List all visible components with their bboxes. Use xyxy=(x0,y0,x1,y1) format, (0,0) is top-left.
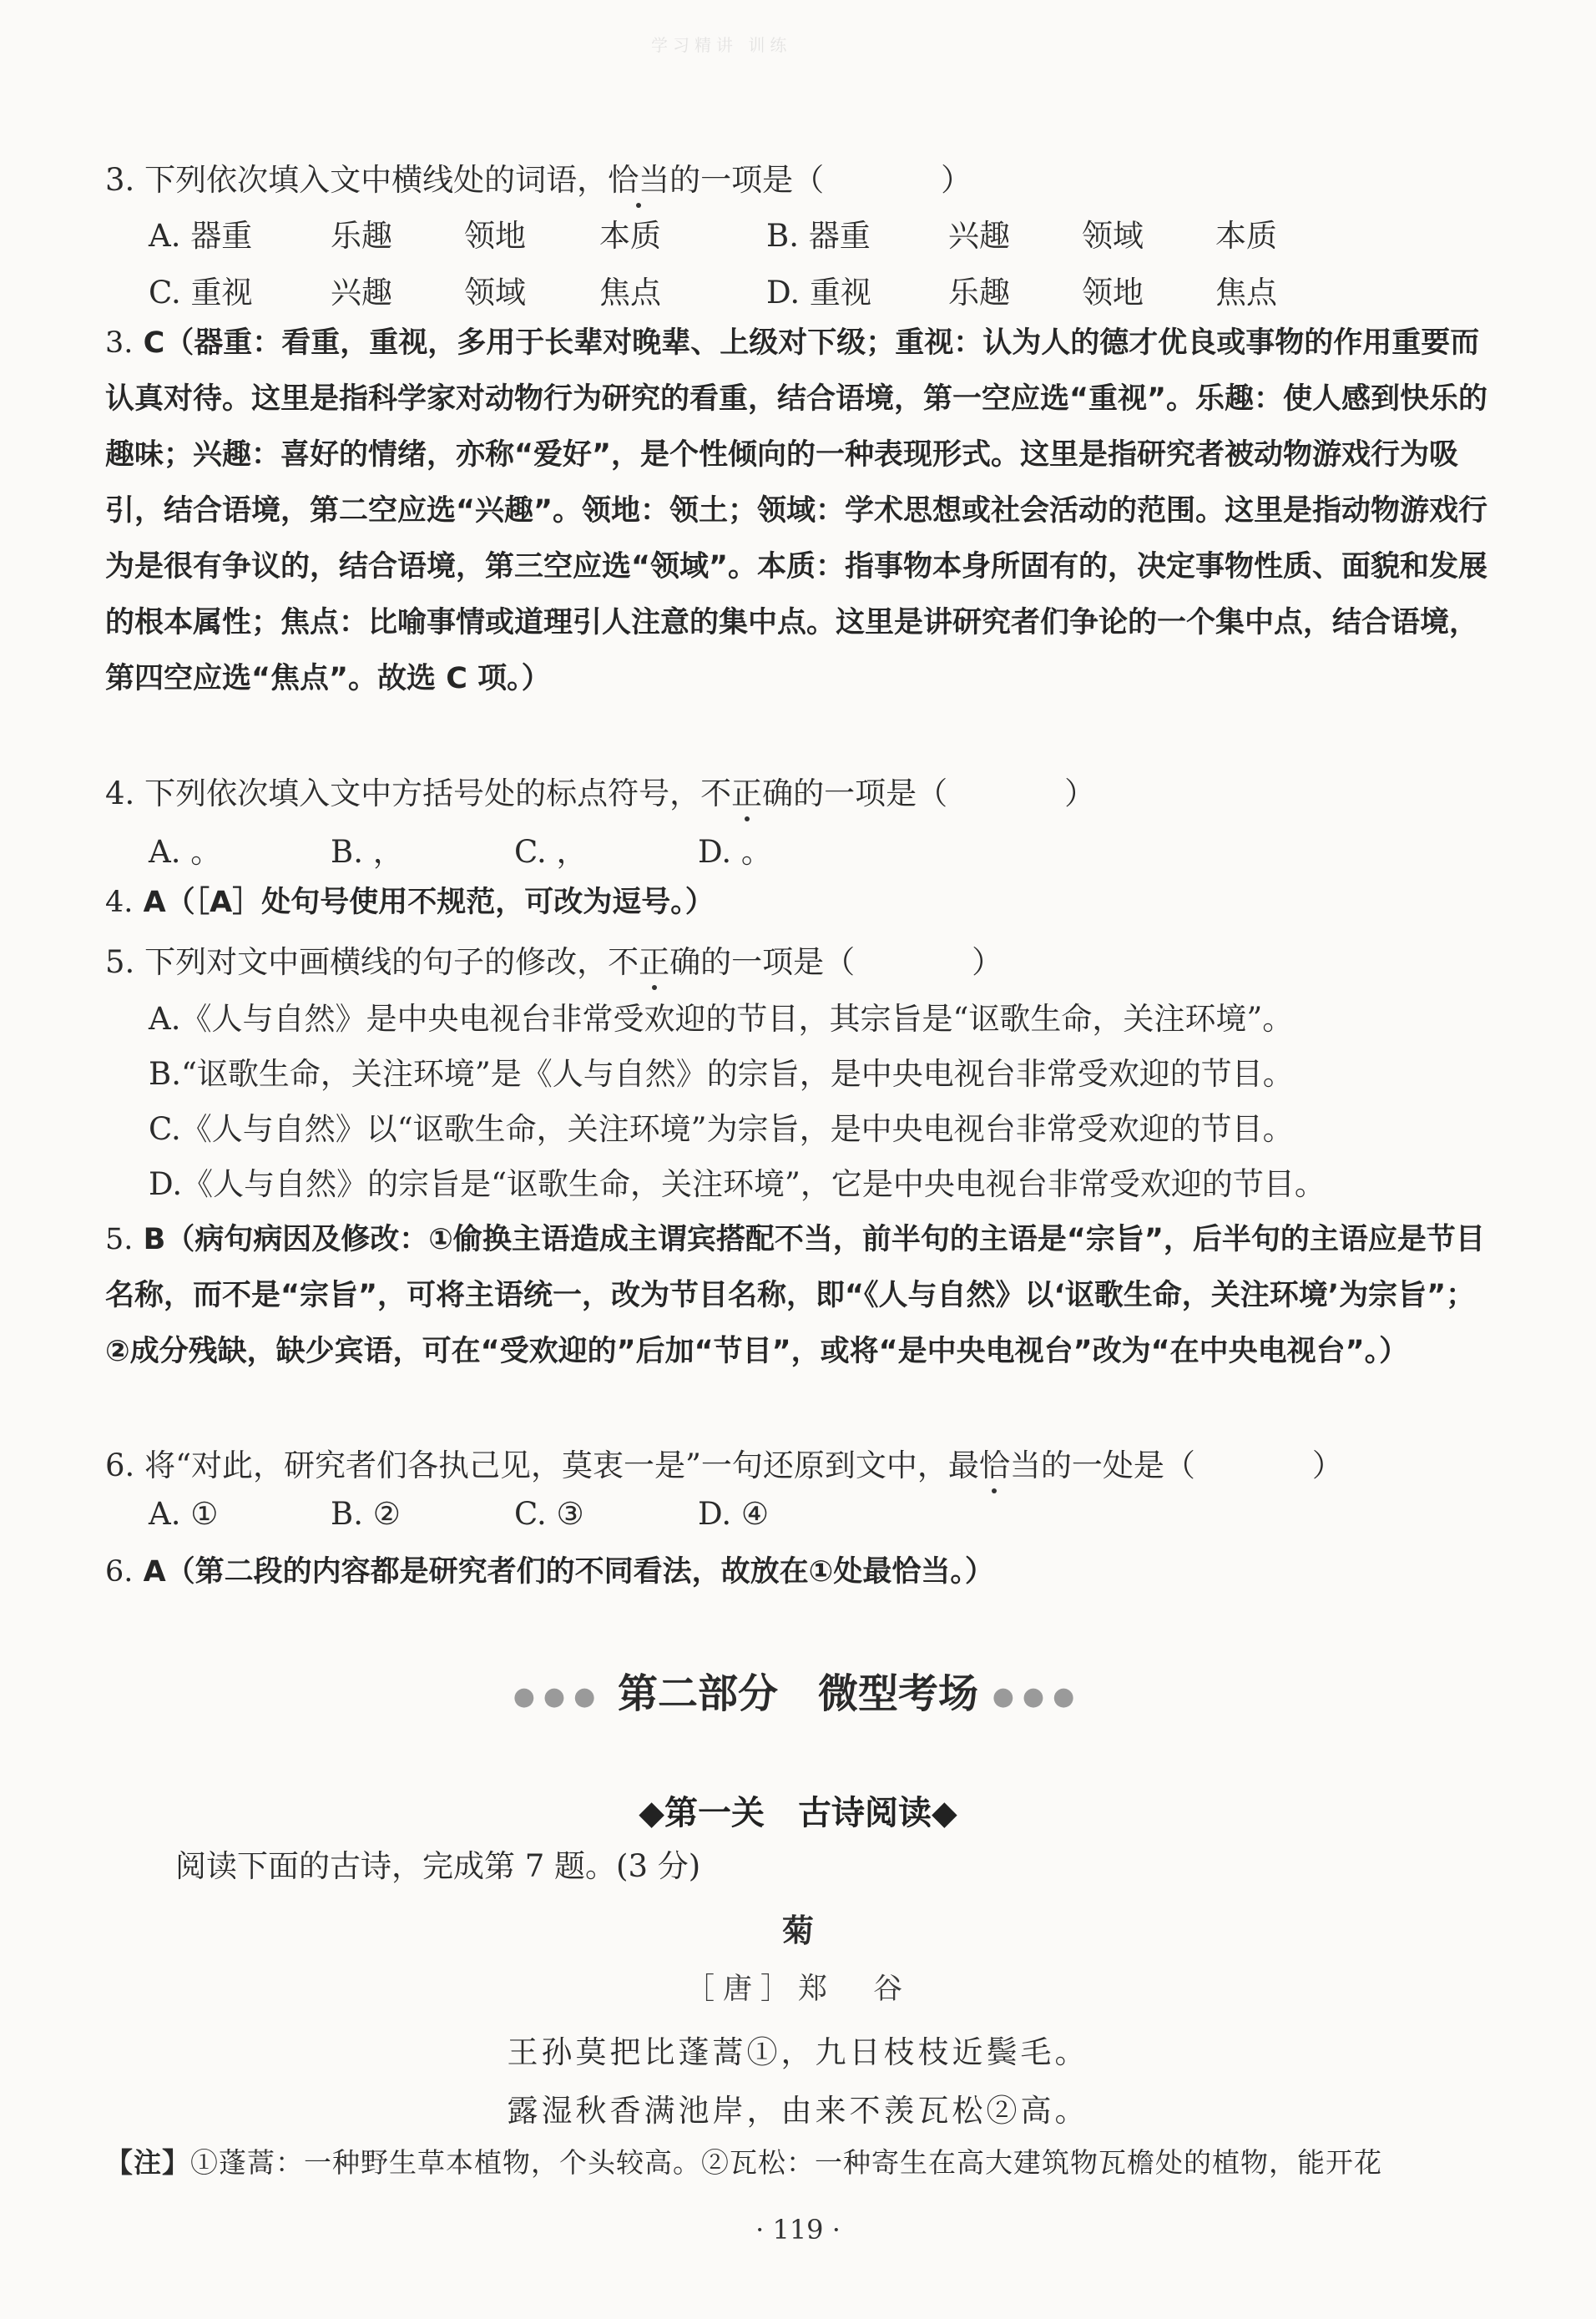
option-d: D.《人与自然》的宗旨是“讴歌生命，关注环境”，它是中央电视台非常受欢迎的节目。 xyxy=(149,1166,1326,1202)
option-word: 领地 xyxy=(1082,275,1144,311)
decorative-dots-left: ●●● xyxy=(513,1682,604,1711)
question-number: 4. xyxy=(105,776,135,811)
note-text: ①蓬蒿：一种野生草本植物，个头较高。②瓦松：一种寄生在高大建筑物瓦檐处的植物，能开花 xyxy=(190,2146,1382,2179)
option-word: 兴趣 xyxy=(948,218,1010,254)
page-number: · 119 · xyxy=(755,2214,841,2246)
option-d: D. 。 xyxy=(698,834,772,870)
option-word: 领域 xyxy=(1082,218,1144,254)
decorative-dots-right: ●●● xyxy=(992,1682,1083,1711)
poem-line-1: 王孙莫把比蓬蒿①，九日枝枝近鬓毛。 xyxy=(507,2034,1089,2070)
question-6-stem xyxy=(105,1440,1343,1485)
poem-title: 菊 xyxy=(781,1912,814,1949)
option-b: B.“讴歌生命，关注环境”是《人与自然》的宗旨，是中央电视台非常受欢迎的节目。 xyxy=(149,1056,1294,1092)
question-5-stem xyxy=(105,937,1003,982)
poem-note xyxy=(105,2141,1382,2180)
option-a: A.《人与自然》是中央电视台非常受欢迎的节目，其宗旨是“讴歌生命，关注环境”。 xyxy=(149,1001,1294,1037)
reading-instruction: 阅读下面的古诗，完成第 7 题。(3 分) xyxy=(175,1848,701,1884)
question-3-stem xyxy=(105,154,972,200)
option-b: B. ② xyxy=(331,1496,401,1532)
answer-number: 3. xyxy=(105,326,134,360)
option-a: A. 器重 xyxy=(149,218,253,254)
answer-text: A（第二段的内容都是研究者们的不同看法，故放在①处最恰当。） xyxy=(143,1555,994,1589)
stem-text: 将“对此，研究者们各执己见，莫衷一是”一句还原到文中， xyxy=(144,1447,948,1483)
option-word: 焦点 xyxy=(599,275,661,311)
stem-text: ） xyxy=(972,944,1003,980)
answer-6 xyxy=(105,1544,1496,1600)
emphasis-text: 不正确 xyxy=(700,768,793,813)
emphasis-text: 最恰当 xyxy=(948,1440,1041,1485)
option-c: C. 重视 xyxy=(149,275,253,311)
stem-text: 的一处是（ xyxy=(1040,1447,1195,1483)
option-word: 焦点 xyxy=(1215,275,1277,311)
section-heading xyxy=(0,1661,1596,1719)
poem-author: ［唐］郑 谷 xyxy=(684,1973,911,2006)
option-c: C. ， xyxy=(514,834,588,870)
answer-5 xyxy=(105,1212,1496,1380)
option-word: 乐趣 xyxy=(948,275,1010,311)
option-word: 领域 xyxy=(464,275,526,311)
answer-number: 4. xyxy=(105,886,134,919)
note-tag: 【注】 xyxy=(105,2146,190,2179)
option-b: B. ， xyxy=(331,834,404,870)
poem-line-2: 露湿秋香满池岸，由来不羡瓦松②高。 xyxy=(507,2093,1089,2129)
stem-text: 下列依次填入文中方括号处的标点符号， xyxy=(144,776,701,811)
stem-text: 的一项是（ xyxy=(669,162,825,198)
stem-text: ） xyxy=(1064,776,1096,811)
answer-text: A（［A］处句号使用不规范，可改为逗号。） xyxy=(143,886,715,919)
stem-text: 的一项是（ xyxy=(793,776,948,811)
option-c: C. ③ xyxy=(514,1496,584,1532)
option-d: D. ④ xyxy=(698,1496,770,1532)
stem-text: 的一项是（ xyxy=(700,944,856,980)
emphasis-text: 恰当 xyxy=(608,154,669,200)
question-number: 3. xyxy=(105,162,135,198)
section-title-text: 第二部分 微型考场 xyxy=(617,1670,978,1717)
subsection-heading: ◆第一关 古诗阅读◆ xyxy=(639,1794,957,1832)
header-watermark: 学习精讲 训练 xyxy=(651,35,792,55)
answer-3 xyxy=(105,316,1496,707)
option-word: 兴趣 xyxy=(331,275,392,311)
option-word: 乐趣 xyxy=(331,218,392,254)
emphasis-text: 不正确 xyxy=(608,937,700,982)
option-b: B. 器重 xyxy=(766,218,871,254)
option-d: D. 重视 xyxy=(766,275,871,311)
question-number: 5. xyxy=(105,944,135,980)
question-number: 6. xyxy=(105,1447,135,1483)
answer-number: 5. xyxy=(105,1223,134,1256)
question-4-stem xyxy=(105,768,1095,813)
stem-text: ） xyxy=(941,162,972,198)
option-word: 本质 xyxy=(599,218,661,254)
option-a: A. 。 xyxy=(149,834,222,870)
option-c: C.《人与自然》以“讴歌生命，关注环境”为宗旨，是中央电视台非常受欢迎的节目。 xyxy=(149,1111,1294,1147)
option-word: 领地 xyxy=(464,218,526,254)
answer-number: 6. xyxy=(105,1555,134,1589)
answer-4 xyxy=(105,875,1496,931)
stem-text: ） xyxy=(1311,1447,1343,1483)
stem-text: 下列依次填入文中横线处的词语， xyxy=(144,162,609,198)
stem-text: 下列对文中画横线的句子的修改， xyxy=(144,944,609,980)
option-a: A. ① xyxy=(149,1496,219,1532)
answer-text: B（病句病因及修改：①偷换主语造成主谓宾搭配不当，前半句的主语是“宗旨”，后半句的主语应是节目名称，而不是“宗旨”，可将主语统一，改为节目名称，即“《人与自然》以‘讴歌生命，关注环境’为宗旨”；②成分残缺，缺少宾语，可在“受欢迎的”后加“节目”，或将“是中央电视台”改为“在中央电视台”。） xyxy=(105,1223,1485,1368)
answer-text: C（器重：看重，重视，多用于长辈对晚辈、上级对下级；重视：认为人的德才优良或事物的作用重要而认真对待。这里是指科学家对动物行为研究的看重，结合语境，第一空应选“重视”。乐趣：使人感到快乐的趣味；兴趣：喜好的情绪，亦称“爱好”，是个性倾向的一种表现形式。这里是指研究者被动物游戏行为吸引，结合语境，第二空应选“兴趣”。领地：领土；领域：学术思想或社会活动的范围。这里是指动物游戏行为是很有争议的，结合语境，第三空应选“领域”。本质：指事物本身所固有的，决定事物性质、面貌和发展的根本属性；焦点：比喻事情或道理引人注意的集中点。这里是讲研究者们争论的一个集中点，结合语境，第四空应选“焦点”。故选 C 项。） xyxy=(105,326,1488,695)
option-word: 本质 xyxy=(1215,218,1277,254)
